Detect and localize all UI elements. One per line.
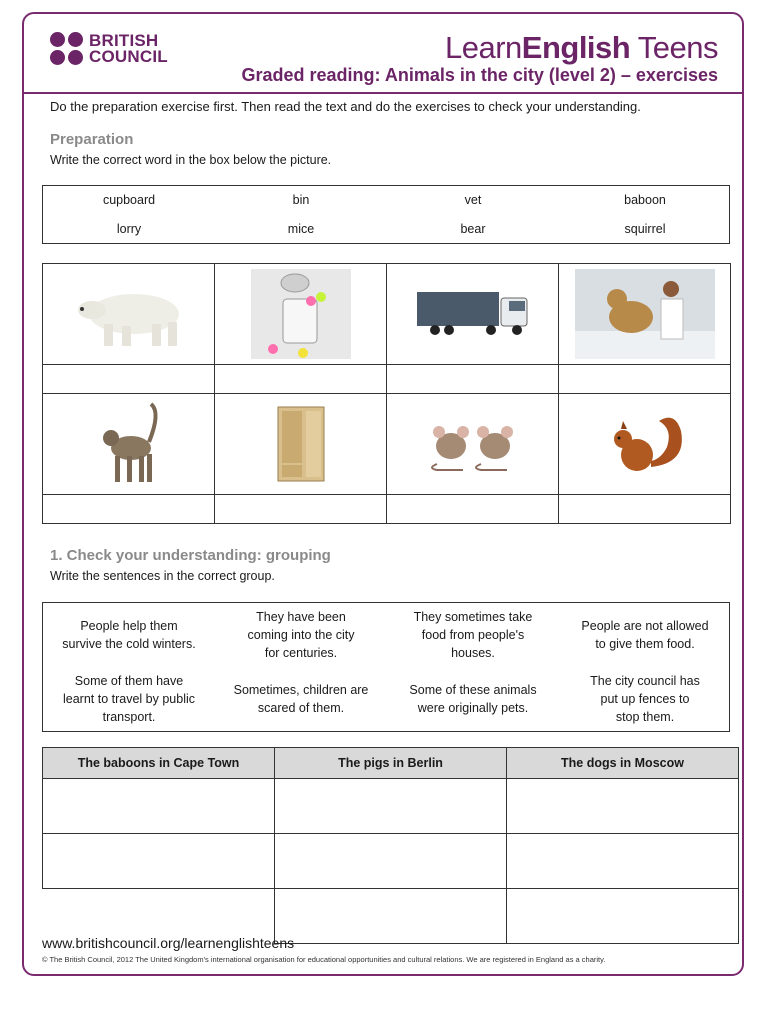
sentence-item: Some of them have learnt to travel by public transport. <box>62 674 195 724</box>
group-cell[interactable] <box>507 779 739 834</box>
picture-cell <box>387 394 559 495</box>
answer-box[interactable] <box>387 495 559 524</box>
picture-table <box>42 263 731 524</box>
picture-cell <box>215 264 387 365</box>
sentence-item: Sometimes, children are scared of them. <box>233 683 369 715</box>
answer-box[interactable] <box>215 495 387 524</box>
picture-cell <box>43 394 215 495</box>
group-cell[interactable] <box>43 779 275 834</box>
footer-url[interactable]: www.britishcouncil.org/learnenglishteens <box>42 935 295 951</box>
word-item: lorry <box>116 222 142 236</box>
group-cell[interactable] <box>275 834 507 889</box>
page-title: Graded reading: Animals in the city (level 2) – exercises <box>241 65 718 85</box>
picture-cell <box>215 394 387 495</box>
sentence-item: People are not allowed to give them food. <box>581 619 709 651</box>
sentence-item: They sometimes take food from people's houses. <box>413 610 533 660</box>
grouping-table <box>42 747 739 944</box>
word-box <box>42 185 730 244</box>
word-item: vet <box>464 193 482 207</box>
word-item: bin <box>292 193 310 207</box>
footer-copyright: © The British Council, 2012 The United Kingdom's international organisation for educational opportunities and cultural relations. We are registered in England as a charity. <box>42 955 606 964</box>
sentence-item: Some of these animals were originally pets. <box>409 683 537 715</box>
mice-picture <box>423 414 523 474</box>
cupboard-picture <box>276 405 326 483</box>
answer-box[interactable] <box>559 495 731 524</box>
lorry-picture <box>413 284 533 344</box>
group-cell[interactable] <box>507 889 739 944</box>
word-item: cupboard <box>102 193 156 207</box>
answer-box[interactable] <box>215 365 387 394</box>
column-header: The baboons in Cape Town <box>43 748 275 779</box>
column-header: The dogs in Moscow <box>507 748 739 779</box>
header-divider <box>24 92 743 94</box>
vet-with-dog-picture <box>575 269 715 359</box>
baboon-picture <box>89 402 169 486</box>
picture-cell <box>559 394 731 495</box>
group-cell[interactable] <box>275 779 507 834</box>
polar-bear-picture <box>64 274 194 354</box>
sentence-item: They have been coming into the city for centuries. <box>247 610 355 660</box>
word-item: baboon <box>624 193 666 207</box>
section1-heading: 1. Check your understanding: grouping <box>50 547 331 564</box>
preparation-heading: Preparation <box>50 131 134 148</box>
picture-cell <box>559 264 731 365</box>
picture-cell <box>387 264 559 365</box>
word-item: bear <box>460 222 486 236</box>
sentence-box <box>42 602 730 732</box>
logo-dots-icon <box>50 32 83 65</box>
logo-line2: COUNCIL <box>89 46 168 66</box>
answer-box[interactable] <box>559 365 731 394</box>
british-council-logo <box>50 32 168 65</box>
group-cell[interactable] <box>507 834 739 889</box>
preparation-subtext: Write the correct word in the box below the picture. <box>50 153 332 167</box>
learnenglish-teens-brand: LearnEnglish Teens <box>444 30 718 65</box>
word-item: squirrel <box>624 222 666 236</box>
logo-line1: BRITISH <box>89 30 159 50</box>
answer-box[interactable] <box>387 365 559 394</box>
sentence-item: The city council has put up fences to stop them. <box>590 674 700 724</box>
answer-box[interactable] <box>43 365 215 394</box>
section1-subtext: Write the sentences in the correct group. <box>50 569 275 583</box>
word-item: mice <box>287 222 315 236</box>
squirrel-picture <box>603 407 687 481</box>
instructions: Do the preparation exercise first. Then read the text and do the exercises to check your understanding. <box>50 99 641 114</box>
group-cell[interactable] <box>275 889 507 944</box>
group-cell[interactable] <box>43 834 275 889</box>
column-header: The pigs in Berlin <box>275 748 507 779</box>
pedal-bin-picture <box>251 269 351 359</box>
sentence-item: People help them survive the cold winters. <box>62 619 196 651</box>
answer-box[interactable] <box>43 495 215 524</box>
picture-cell <box>43 264 215 365</box>
